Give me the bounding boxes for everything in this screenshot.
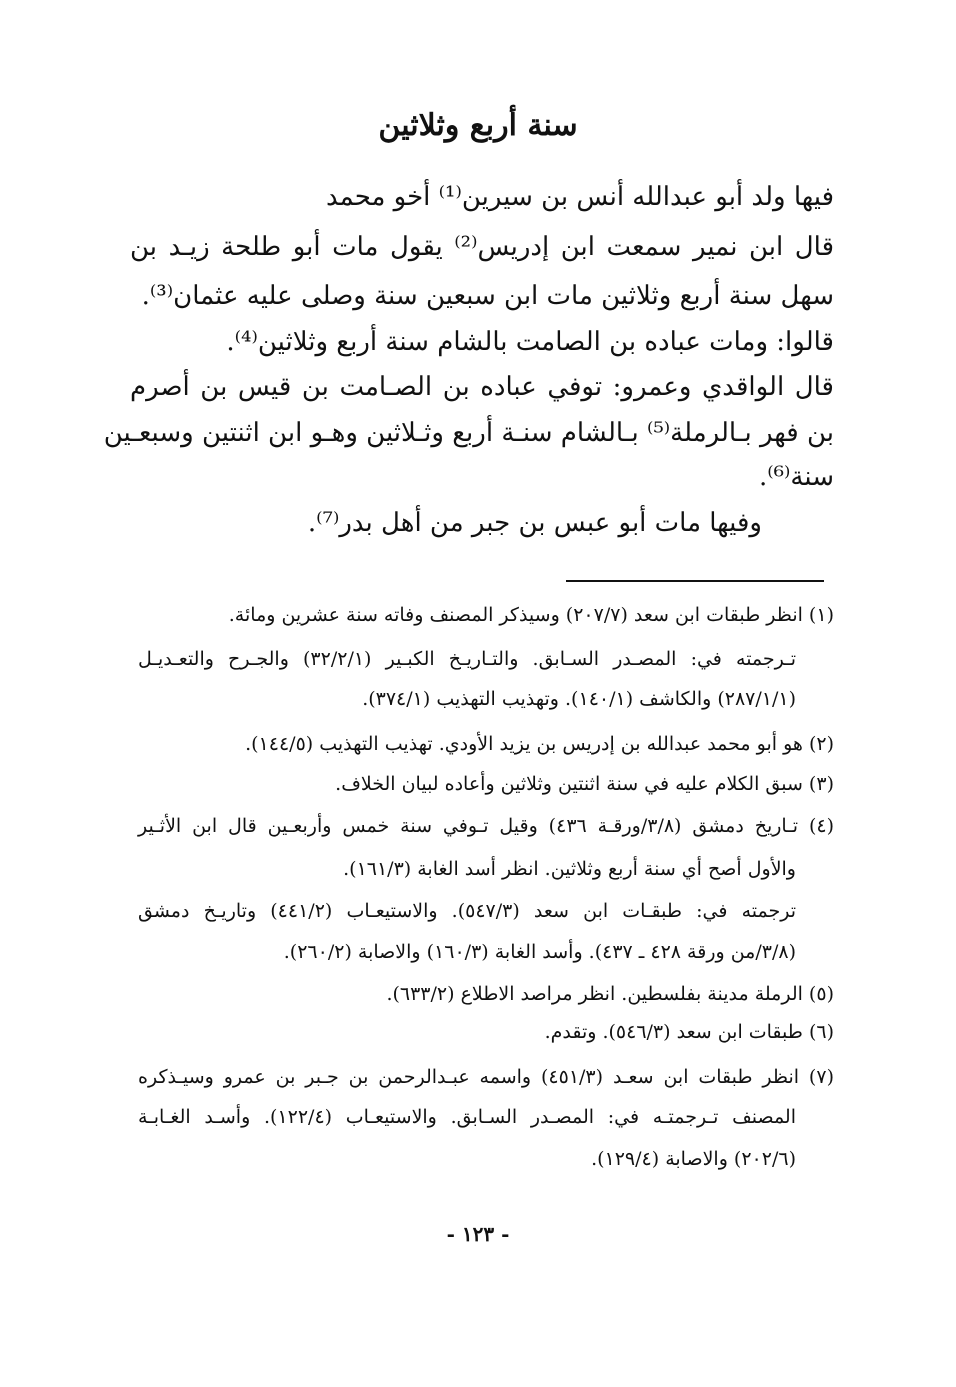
- main-line: سهل سنة أربع وثلاثين مات ابن سبعين سنة وصلى عليه عثمان⁽³⁾.: [141, 281, 834, 311]
- footnote-line: (٢٠٢/٦) والاصابة (١٢٩/٤).: [591, 1148, 796, 1170]
- footnote-line: (٦) طبقات ابن سعد (٥٤٦/٣). وتقدم.: [544, 1021, 834, 1043]
- main-line: قال ابن نمير سمعت ابن إدريس⁽²⁾ يقول مات أبو طلحة زيـد بن: [130, 232, 835, 262]
- footnote-line: تـرجمته في: المصـدر السـابق. والتـاريـخ الكبـير (٣٢/٢/١) والجـرح والتعـديـل: [138, 648, 797, 670]
- footnote-line: (١) انظر طبقات ابن سعد (٢٠٧/٧) وسيذكر المصنف وفاته سنة عشرين ومائة.: [228, 604, 834, 626]
- page-title: سنة أربع وثلاثين: [378, 108, 578, 143]
- footnote-line: (٣/٨/من ورقة ٤٢٨ ـ ٤٣٧). وأسد الغابة (١٦٠/٣) والاصابة (٢٦٠/٢).: [283, 941, 796, 963]
- main-line: بن فهر بـالرملة⁽⁵⁾ بـالشام سنـة أربع وثـلاثين وهـو ابن اثنتين وسبعـين: [103, 418, 834, 448]
- footnote-line: ترجمته في: طبقـات ابن سعد (٥٤٧/٣). والاستيعـاب (٤٤١/٢) وتاريـخ دمشق: [138, 900, 797, 922]
- footnote-line: (٢) هو أبو محمد عبدالله بن إدريس بن يزيد الأودي. تهذيب التهذيب (١٤٤/٥).: [245, 733, 834, 755]
- main-line: قالوا: ومات عباده بن الصامت بالشام سنة أربع وثلاثين⁽⁴⁾.: [226, 327, 834, 357]
- footnote-line: (٣) سبق الكلام عليه في سنة اثنتين وثلاثين وأعاده لبيان الخلاف.: [335, 773, 834, 795]
- footnote-line: (٧) انظر طبقات ابن سعـد (٤٥١/٣) واسمه عبـدالرحمن بن جـبر بن عمرو وسيـذكره: [138, 1066, 834, 1088]
- main-line: وفيها مات أبو عبس بن جبر من أهل بدر⁽⁷⁾.: [307, 508, 762, 538]
- footnote-line: المصنف تـرجمتـه في: المصـدر السـابق. والاستيعـاب (١٢٢/٤). وأسـد الغـابـة: [138, 1106, 796, 1128]
- footnote-line: والأول أصح أي سنة أربع وثلاثين. انظر أسد الغابة (١٦١/٣).: [343, 858, 796, 880]
- main-line: قال الواقدي وعمرو: توفي عباده بن الصـامت بن قيس بن أصرم: [130, 372, 834, 402]
- footnote-line: (٤) تـاريخ دمشق (٣/٨/ورقـة ٤٣٦) وقيل تـوفي سنة خمس وأربعـين قال ابن الأثـير: [138, 815, 835, 837]
- page-number: - ١٢٣ -: [446, 1222, 510, 1246]
- main-line: فيها ولد أبو عبدالله أنس بن سيرين⁽¹⁾ أخو محمد: [326, 182, 834, 212]
- main-line: سنة⁽⁶⁾.: [758, 462, 834, 492]
- footnote-separator: [566, 580, 824, 582]
- footnote-line: (٢٨٧/١/١) والكاشف (١٤٠/١). وتهذيب التهذيب (٣٧٤/١).: [362, 688, 796, 710]
- footnote-line: (٥) الرملة مدينة بفلسطين. انظر مراصد الاطلاع (٦٣٣/٢).: [386, 983, 834, 1005]
